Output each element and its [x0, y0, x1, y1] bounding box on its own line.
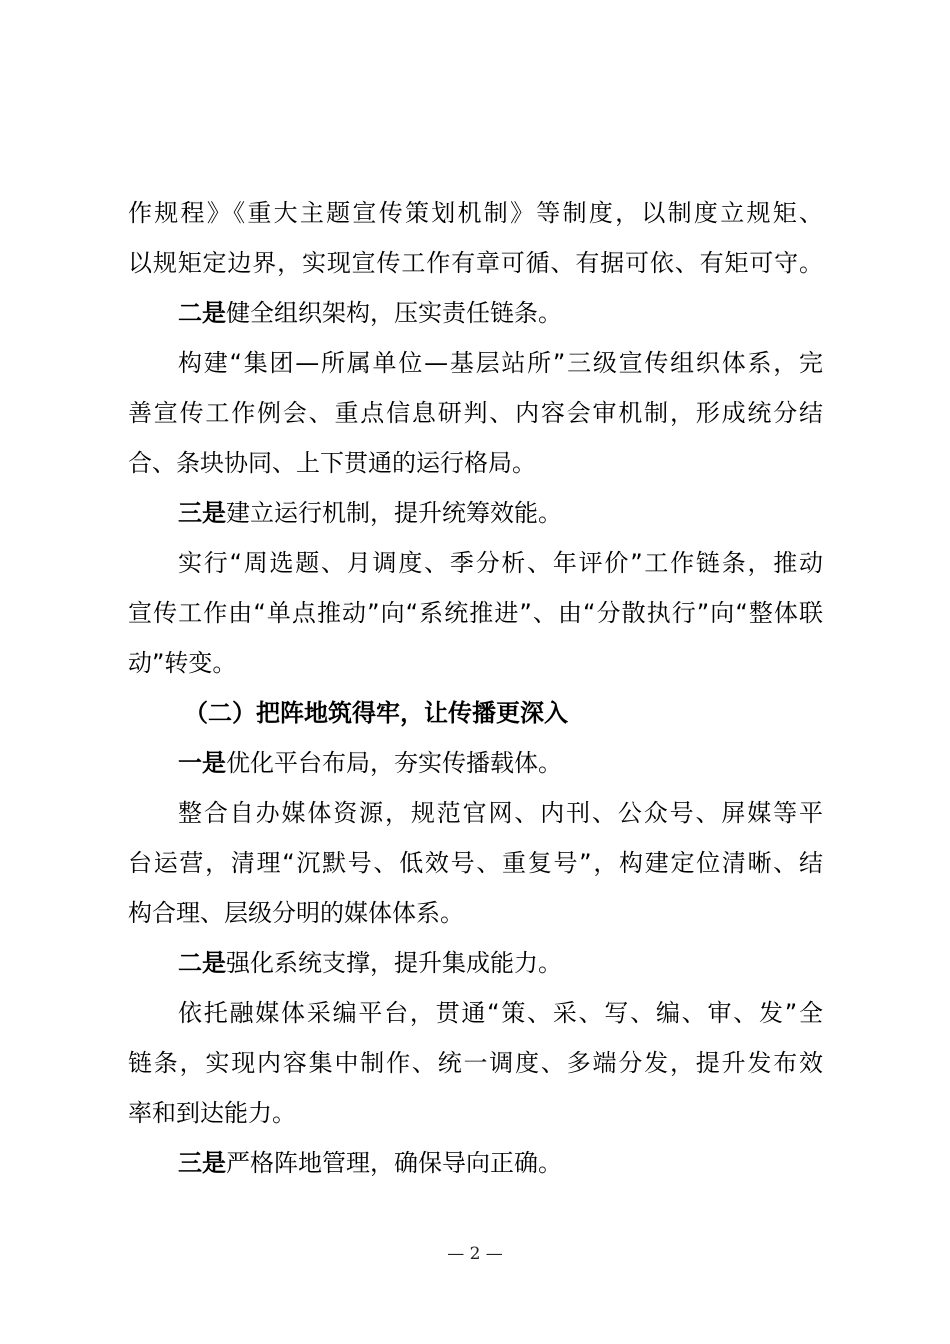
subpoint-label: 二是: [178, 299, 226, 327]
subpoint-label: 一是: [178, 749, 226, 777]
section-heading: （二）把阵地筑得牢，让传播更深入: [184, 699, 568, 727]
body-line: 作规程》《重大主题宣传策划机制》等制度，以制度立规矩、: [128, 199, 823, 227]
subpoint-text: 健全组织架构，压实责任链条。: [226, 299, 562, 327]
body-line: 构合理、层级分明的媒体体系。: [128, 899, 464, 927]
body-line: 整合自办媒体资源，规范官网、内刊、公众号、屏媒等平: [178, 799, 823, 827]
body-line: 构建“集团—所属单位—基层站所”三级宣传组织体系，完: [178, 349, 823, 377]
subpoint-line: [128, 488, 823, 538]
body-line: 链条，实现内容集中制作、统一调度、多端分发，提升发布效: [128, 1049, 823, 1077]
subpoint-line: [128, 938, 823, 988]
subpoint-label: 三是: [178, 499, 226, 527]
body-line: 依托融媒体采编平台，贯通“策、采、写、编、审、发”全: [178, 999, 823, 1027]
subpoint-label: 三是: [178, 1149, 226, 1177]
body-line: 台运营，清理“沉默号、低效号、重复号”，构建定位清晰、结: [128, 849, 823, 877]
subpoint-line: [128, 738, 823, 788]
subpoint-text: 建立运行机制，提升统筹效能。: [226, 499, 562, 527]
body-line: 以规矩定边界，实现宣传工作有章可循、有据可依、有矩可守。: [128, 249, 823, 277]
subpoint-text: 严格阵地管理，确保导向正确。: [226, 1149, 562, 1177]
page-number: — 2 —: [447, 1244, 503, 1264]
subpoint-text: 优化平台布局，夯实传播载体。: [226, 749, 562, 777]
body-line: 善宣传工作例会、重点信息研判、内容会审机制，形成统分结: [128, 399, 823, 427]
subpoint-line: [128, 1138, 823, 1188]
body-line: 率和到达能力。: [128, 1099, 296, 1127]
body-line: 合、条块协同、上下贯通的运行格局。: [128, 449, 536, 477]
subpoint-line: [128, 288, 823, 338]
body-line: 宣传工作由“单点推动”向“系统推进”、由“分散执行”向“整体联: [128, 599, 823, 627]
subpoint-label: 二是: [178, 949, 226, 977]
body-line: 实行“周选题、月调度、季分析、年评价”工作链条，推动: [178, 549, 823, 577]
body-line: 动”转变。: [128, 649, 237, 677]
subpoint-text: 强化系统支撑，提升集成能力。: [226, 949, 562, 977]
